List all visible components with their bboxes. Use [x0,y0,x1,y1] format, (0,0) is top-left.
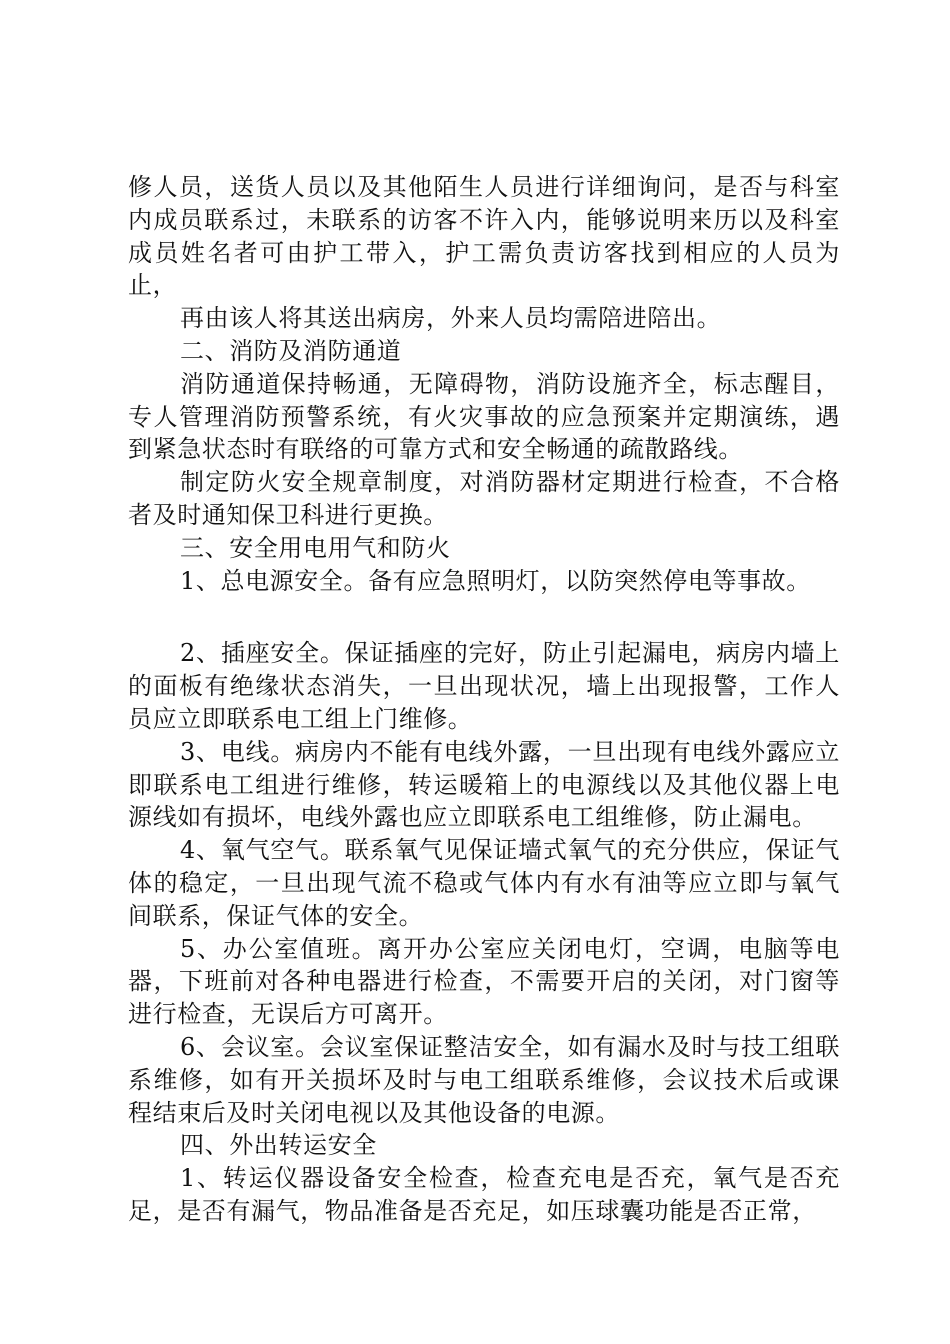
paragraph-transfer-check: 1、转运仪器设备安全检查，检查充电是否充，氧气是否充足，是否有漏气，物品准备是否充足，如压球囊功能是否正常， [128,1164,840,1225]
section-heading-transfer-safety: 四、外出转运安全 [180,1131,377,1160]
paragraph-oxygen-air: 4、氧气空气。联系氧气见保证墙式氧气的充分供应，保证气体的稳定，一旦出现气流不稳或气体内有水有油等应立即与氧气间联系，保证气体的安全。 [128,836,840,930]
paragraph-fire-rules: 制定防火安全规章制度，对消防器材定期进行检查，不合格者及时通知保卫科进行更换。 [128,468,840,529]
paragraph-wires: 3、电线。病房内不能有电线外露，一旦出现有电线外露应立即联系电工组进行维修，转运暖箱上的电源线以及其他仪器上电源线如有损坏，电线外露也应立即联系电工组维修，防止漏电。 [128,737,840,832]
paragraph-main-power: 1、总电源安全。备有应急照明灯，以防突然停电等事故。 [180,566,811,595]
paragraph-meeting-room: 6、会议室。会议室保证整洁安全，如有漏水及时与技工组联系维修，如有开关损坏及时与电工组联系维修，会议技术后或课程结束后及时关闭电视以及其他设备的电源。 [128,1032,840,1127]
section-heading-fire-passage: 二、消防及消防通道 [180,336,402,365]
paragraph-visitor-inquiry: 修人员，送货人员以及其他陌生人员进行详细询问，是否与科室内成员联系过，未联系的访客不许入内，能够说明来历以及科室成员姓名者可由护工带入，护工需负责访客找到相应的人员为止， [128,173,840,300]
paragraph-socket-safety: 2、插座安全。保证插座的完好，防止引起漏电，病房内墙上的面板有绝缘状态消失，一旦出现状况，墙上出现报警，工作人员应立即联系电工组上门维修。 [128,639,840,733]
section-heading-electricity-gas: 三、安全用电用气和防火 [180,533,451,562]
paragraph-office-duty: 5、办公室值班。离开办公室应关闭电灯，空调，电脑等电器，下班前对各种电器进行检查，不需要开启的关闭，对门窗等进行检查，无误后方可离开。 [128,934,840,1029]
document-body [128,171,840,1228]
paragraph-gap [128,597,840,637]
paragraph-escort-out: 再由该人将其送出病房，外来人员均需陪进陪出。 [180,304,722,333]
paragraph-fire-passage: 消防通道保持畅通，无障碍物，消防设施齐全，标志醒目，专人管理消防预警系统，有火灾事故的应急预案并定期演练，遇到紧急状态时有联络的可靠方式和安全畅通的疏散路线。 [128,369,840,464]
